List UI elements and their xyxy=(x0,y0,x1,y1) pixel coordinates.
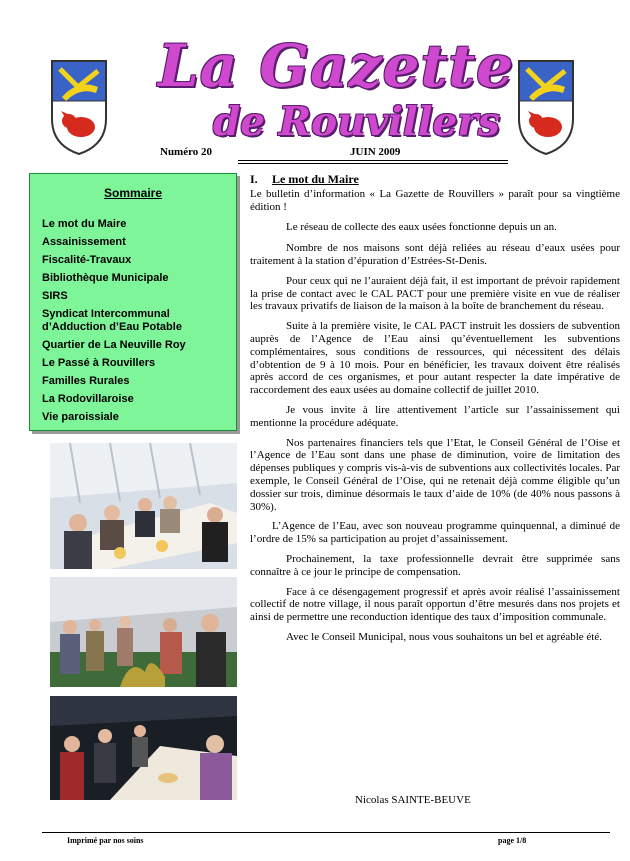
toc-item[interactable]: Syndicat Intercommunal d’Adduction d’Eau Potable xyxy=(42,308,182,333)
article-paragraph: Le réseau de collecte des eaux usées fonctionne depuis un an. xyxy=(286,221,557,234)
toc-item[interactable]: Assainissement xyxy=(42,236,126,248)
toc-item[interactable]: Le mot du Maire xyxy=(42,218,127,230)
photo-evening-table xyxy=(50,696,237,800)
article-paragraph: Suite à la première visite, le CAL PACT instruit les dossiers de subvention auprès de l’Agence de l’Eau ainsi qu’éventuellement les subventions complémentaires, sous conditions de ressources, qui nécessitent des délais d’obtention de 9 à 10 mois. Pour en bénéficier, les travaux doivent être réalisés après accord de ces organismes, et pour autant respecter la date impérative de raccordement des eaux usées au domaine collectif de juillet 2010. xyxy=(250,320,620,397)
newsletter-title: La Gazette xyxy=(158,32,514,100)
article-paragraph: Nos partenaires financiers tels que l’Etat, le Conseil Général de l’Oise et l’Agence de l’Eau sont dans une phase de diminution, voire de limitation des dépenses publiques y compris vis-à-vis de subventions aux collectivités locales. Par exemple, le Conseil Général de l’Oise, qui ne retenait déjà comme éligible qu’un dossier sur trois, diminue désormais le taux d’aide de 10% (de 40% nous passons à 30%). xyxy=(250,436,620,513)
toc-list xyxy=(42,218,232,429)
toc-item[interactable]: Bibliothèque Municipale xyxy=(42,272,169,284)
section-title: Le mot du Maire xyxy=(272,172,359,186)
article-paragraph: Prochainement, la taxe professionnelle devrait être supprimée sans connaître à ce jour le principe de compensation. xyxy=(250,552,620,578)
header-divider xyxy=(238,160,508,161)
article-paragraph: Le bulletin d’information « La Gazette de Rouvillers » paraît pour sa vingtième édition ! xyxy=(250,187,620,213)
article-paragraph: Avec le Conseil Municipal, nous vous souhaitons un bel et agréable été. xyxy=(286,630,602,643)
photo-dinner-tent xyxy=(50,443,237,569)
issue-date: JUIN 2009 xyxy=(350,146,401,158)
article-paragraph: Nombre de nos maisons sont déjà reliées au réseau d’eaux usées pour traitement à la station d’épuration d’Estrées-St-Denis. xyxy=(250,242,620,267)
toc-item[interactable]: Vie paroissiale xyxy=(42,411,119,423)
newsletter-subtitle: de Rouvillers xyxy=(213,99,500,145)
toc-item[interactable]: Quartier de La Neuville Roy xyxy=(42,339,186,351)
photo-garden-party xyxy=(50,577,237,687)
issue-number: Numéro 20 xyxy=(160,146,213,158)
signature: Nicolas SAINTE-BEUVE xyxy=(355,794,471,806)
left-coat-of-arms xyxy=(48,57,110,157)
header-divider-2 xyxy=(238,163,508,164)
article-paragraph: L’Agence de l’Eau, avec son nouveau programme quinquennal, a diminué de l’ordre de 15% sa participation au projet d’assainissement. xyxy=(250,520,620,546)
mayor-article xyxy=(250,173,620,651)
toc-item[interactable]: Fiscalité-Travaux xyxy=(42,254,132,266)
article-heading xyxy=(250,173,620,186)
table-of-contents xyxy=(29,173,237,431)
article-paragraph: Pour ceux qui ne l’auraient déjà fait, il est important de prévoir rapidement la prise de contact avec le CAL PACT pour une première visite en vue de réaliser les travaux privatifs de liaison de la maison à la boîte de branchement du réseau. xyxy=(250,274,620,313)
toc-heading: Sommaire xyxy=(103,186,163,200)
article-paragraph: Je vous invite à lire attentivement l’article sur l’assainissement qui mentionne la procédure adéquate. xyxy=(250,403,620,429)
article-paragraph: Face à ce désengagement progressif et après avoir réalisé l’assainissement collectif de notre village, il nous paraît opportun d’être mesurés dans nos projets et ainsi de permettre une reconduction identique des taux d’imposition communale. xyxy=(250,585,620,624)
footer-divider xyxy=(42,832,610,833)
toc-item[interactable]: SIRS xyxy=(42,290,68,302)
toc-item[interactable]: Le Passé à Rouvillers xyxy=(42,357,156,369)
footer-printed-note: Imprimé par nos soins xyxy=(67,836,144,845)
toc-item[interactable]: La Rodovillaroise xyxy=(42,393,134,405)
right-coat-of-arms xyxy=(515,57,577,157)
page-number: page 1/8 xyxy=(498,836,527,845)
toc-item[interactable]: Familles Rurales xyxy=(42,375,130,387)
section-number: I. xyxy=(250,172,258,186)
